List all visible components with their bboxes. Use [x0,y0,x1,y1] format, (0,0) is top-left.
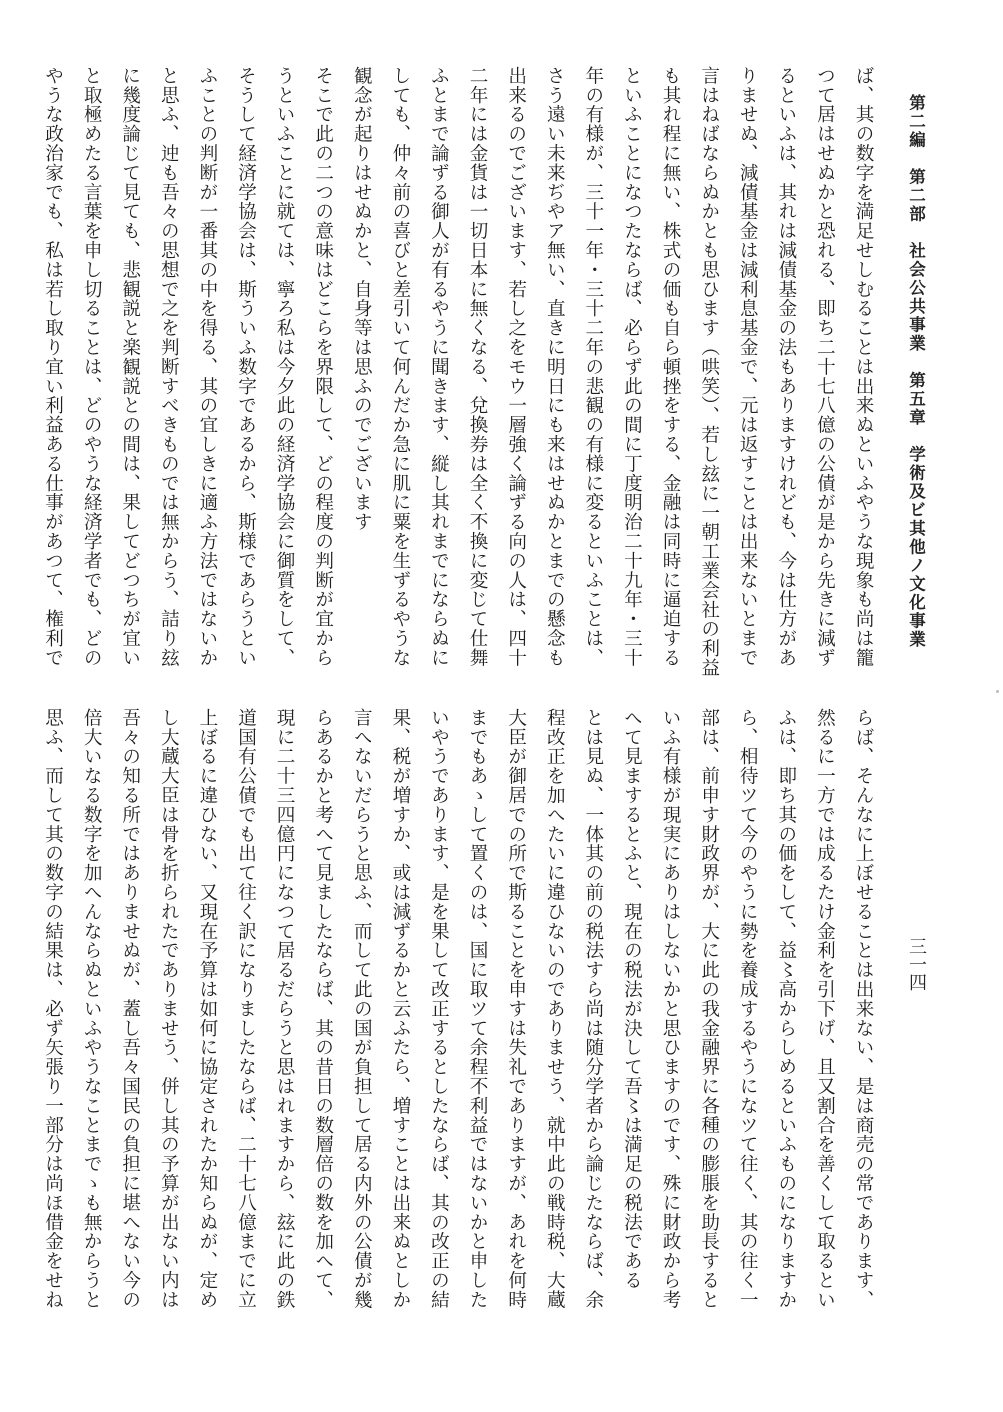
text-line: 言はねばならぬかとも思ひます（哄笑）、若し玆に一朝工業会社の利益 [698,66,720,678]
text-line: いふ有様が現実にありはしないかと思ひますのです、殊に財政から考 [660,708,682,1310]
page-number: 三一四 [906,937,927,991]
text-line: つて居はせぬかと恐れる、即ち二十七八億の公債が是から先きに減ず [814,66,836,668]
text-line: 出来るのでございます、若し之をモウ一層強く論ずる向の人は、四十 [505,66,527,668]
text-line: ふとまで論ずる御人が有るやうに聞きます、縦し其れまでにならぬに [428,66,450,668]
text-line: 現に二十三四億円になつて居るだらうと思はれますから、玆に此の鉄 [274,708,296,1310]
text-line: 上ぼるに違ひない、又現在予算は如何に協定されたか知らぬが、定め [196,708,218,1310]
text-line: りませぬ、減債基金は減利息基金で、元は返すことは出来ないとまで [737,66,759,668]
text-line: 言へないだらうと思ふ、而して此の国が負担して居る内外の公債が幾 [351,708,373,1310]
running-header: 第二編 第二部 社会公共事業 第五章 学術及ビ其他ノ文化事業 [906,94,926,649]
text-line: 二年には金貨は一切日本に無くなる、兌換券は全く不換に変じて仕舞 [467,66,489,668]
text-line: 観念が起りはせぬかと、自身等は思ふのでございます [351,66,373,532]
text-line: 年の有様が、三十一年・三十二年の悲観の有様に変るといふことは、 [582,66,604,668]
text-line: 部は、前申す財政界が、大に此の我金融界に各種の膨脹を助長すると [698,708,720,1310]
text-line: ば、其の数字を満足せしむることは出来ぬといふやうな現象も尚は籠 [853,66,874,668]
text-line: 然るに一方では成るたけ金利を引下げ、且又割合を善くして取るとい [814,708,836,1310]
upper-text-block [42,66,874,678]
text-line: 倍大いなる数字を加へんならぬといふやうなことまでゝも無からうと [81,708,103,1310]
text-line: し大蔵大臣は骨を折られたでありませう、併し其の予算が出ない内は [158,708,180,1310]
text-line: までもあゝして置くのは、国に取ツて余程不利益ではないかと申した [467,708,489,1310]
text-line: いやうであります、是を果して改正するとしたならば、其の改正の結 [428,708,450,1310]
text-line: と取極めたる言葉を申し切ることは、どのやうな経済学者でも、どの [81,66,103,668]
text-line: も其れ程に無い、株式の価も自ら頓挫をする、金融は同時に逼迫する [660,66,682,668]
text-line: 程改正を加へたいに違ひないのでありませう、就中此の戦時税、大蔵 [544,708,566,1310]
text-line: へて見まするとふと、現在の税法が決して吾〻は満足の税法である [621,708,643,1290]
text-line: らあるかと考へて見ましたならば、其の昔日の数層倍の数を加へて、 [312,708,334,1310]
text-line: に幾度論じて見ても、悲観説と楽観説との間は、果してどつちが宜い [119,66,141,668]
text-line: さう遠い未来ぢやア無い、直きに明日にも来はせぬかとまでの懸念も [544,66,566,668]
text-line: そこで此の二つの意味はどこらを界限して、どの程度の判断が宜から [312,66,334,668]
text-line: るといふは、其れは減債基金の法もありますけれども、今は仕方があ [775,66,797,668]
lower-text-block [42,708,874,1310]
text-line: 道国有公債でも出て往く訳になりましたならば、二十七八億までに立 [235,708,257,1310]
text-line: 果、税が増すか、或は減ずるかと云ふたら、増すことは出来ぬとしか [389,708,411,1310]
text-line: と思ふ、迚も吾々の思想で之を判断すべきものでは無からう、詰り玆 [158,66,180,668]
text-line: ふは、即ち其の価をして、益〻高からしめるといふものになりますか [775,708,797,1310]
text-line: とは見ぬ、一体其の前の税法すら尚は随分学者から論じたならば、余 [582,708,604,1310]
paper-speck [996,690,999,693]
text-line: ら、相待ツて今のやうに勢を養成するやうになツて往く、其の往く一 [737,708,759,1310]
text-line: らば、そんなに上ぼせることは出来ない、是は商売の常であります、 [853,708,874,1310]
text-line: やうな政治家でも、私は若し取り宜い利益ある仕事があつて、権利で [42,66,64,668]
text-line: といふことになつたならば、必らず此の間に丁度明治二十九年・三十 [621,66,643,668]
text-line: うといふことに就ては、寧ろ私は今夕此の経済学協会に御質をして、 [274,66,296,668]
text-line: 大臣が御居での所で斯ることを申すは失礼でありますが、あれを何時 [505,708,527,1310]
text-line: しても、仲々前の喜びと差引いて何んだか急に肌に粟を生ずるやうな [389,66,411,668]
text-line: ふことの判断が一番其の中を得る、其の宜しきに適ふ方法ではないか [196,66,218,668]
text-line: 思ふ、而して其の数字の結果は、必ず矢張り一部分は尚ほ借金をせね [42,708,64,1310]
text-line: そうして経済学協会は、斯ういふ数字であるから、斯様であらうとい [235,66,257,668]
text-line: 吾々の知る所ではありませぬが、蓋し吾々国民の負担に堪へない今の [119,708,141,1310]
